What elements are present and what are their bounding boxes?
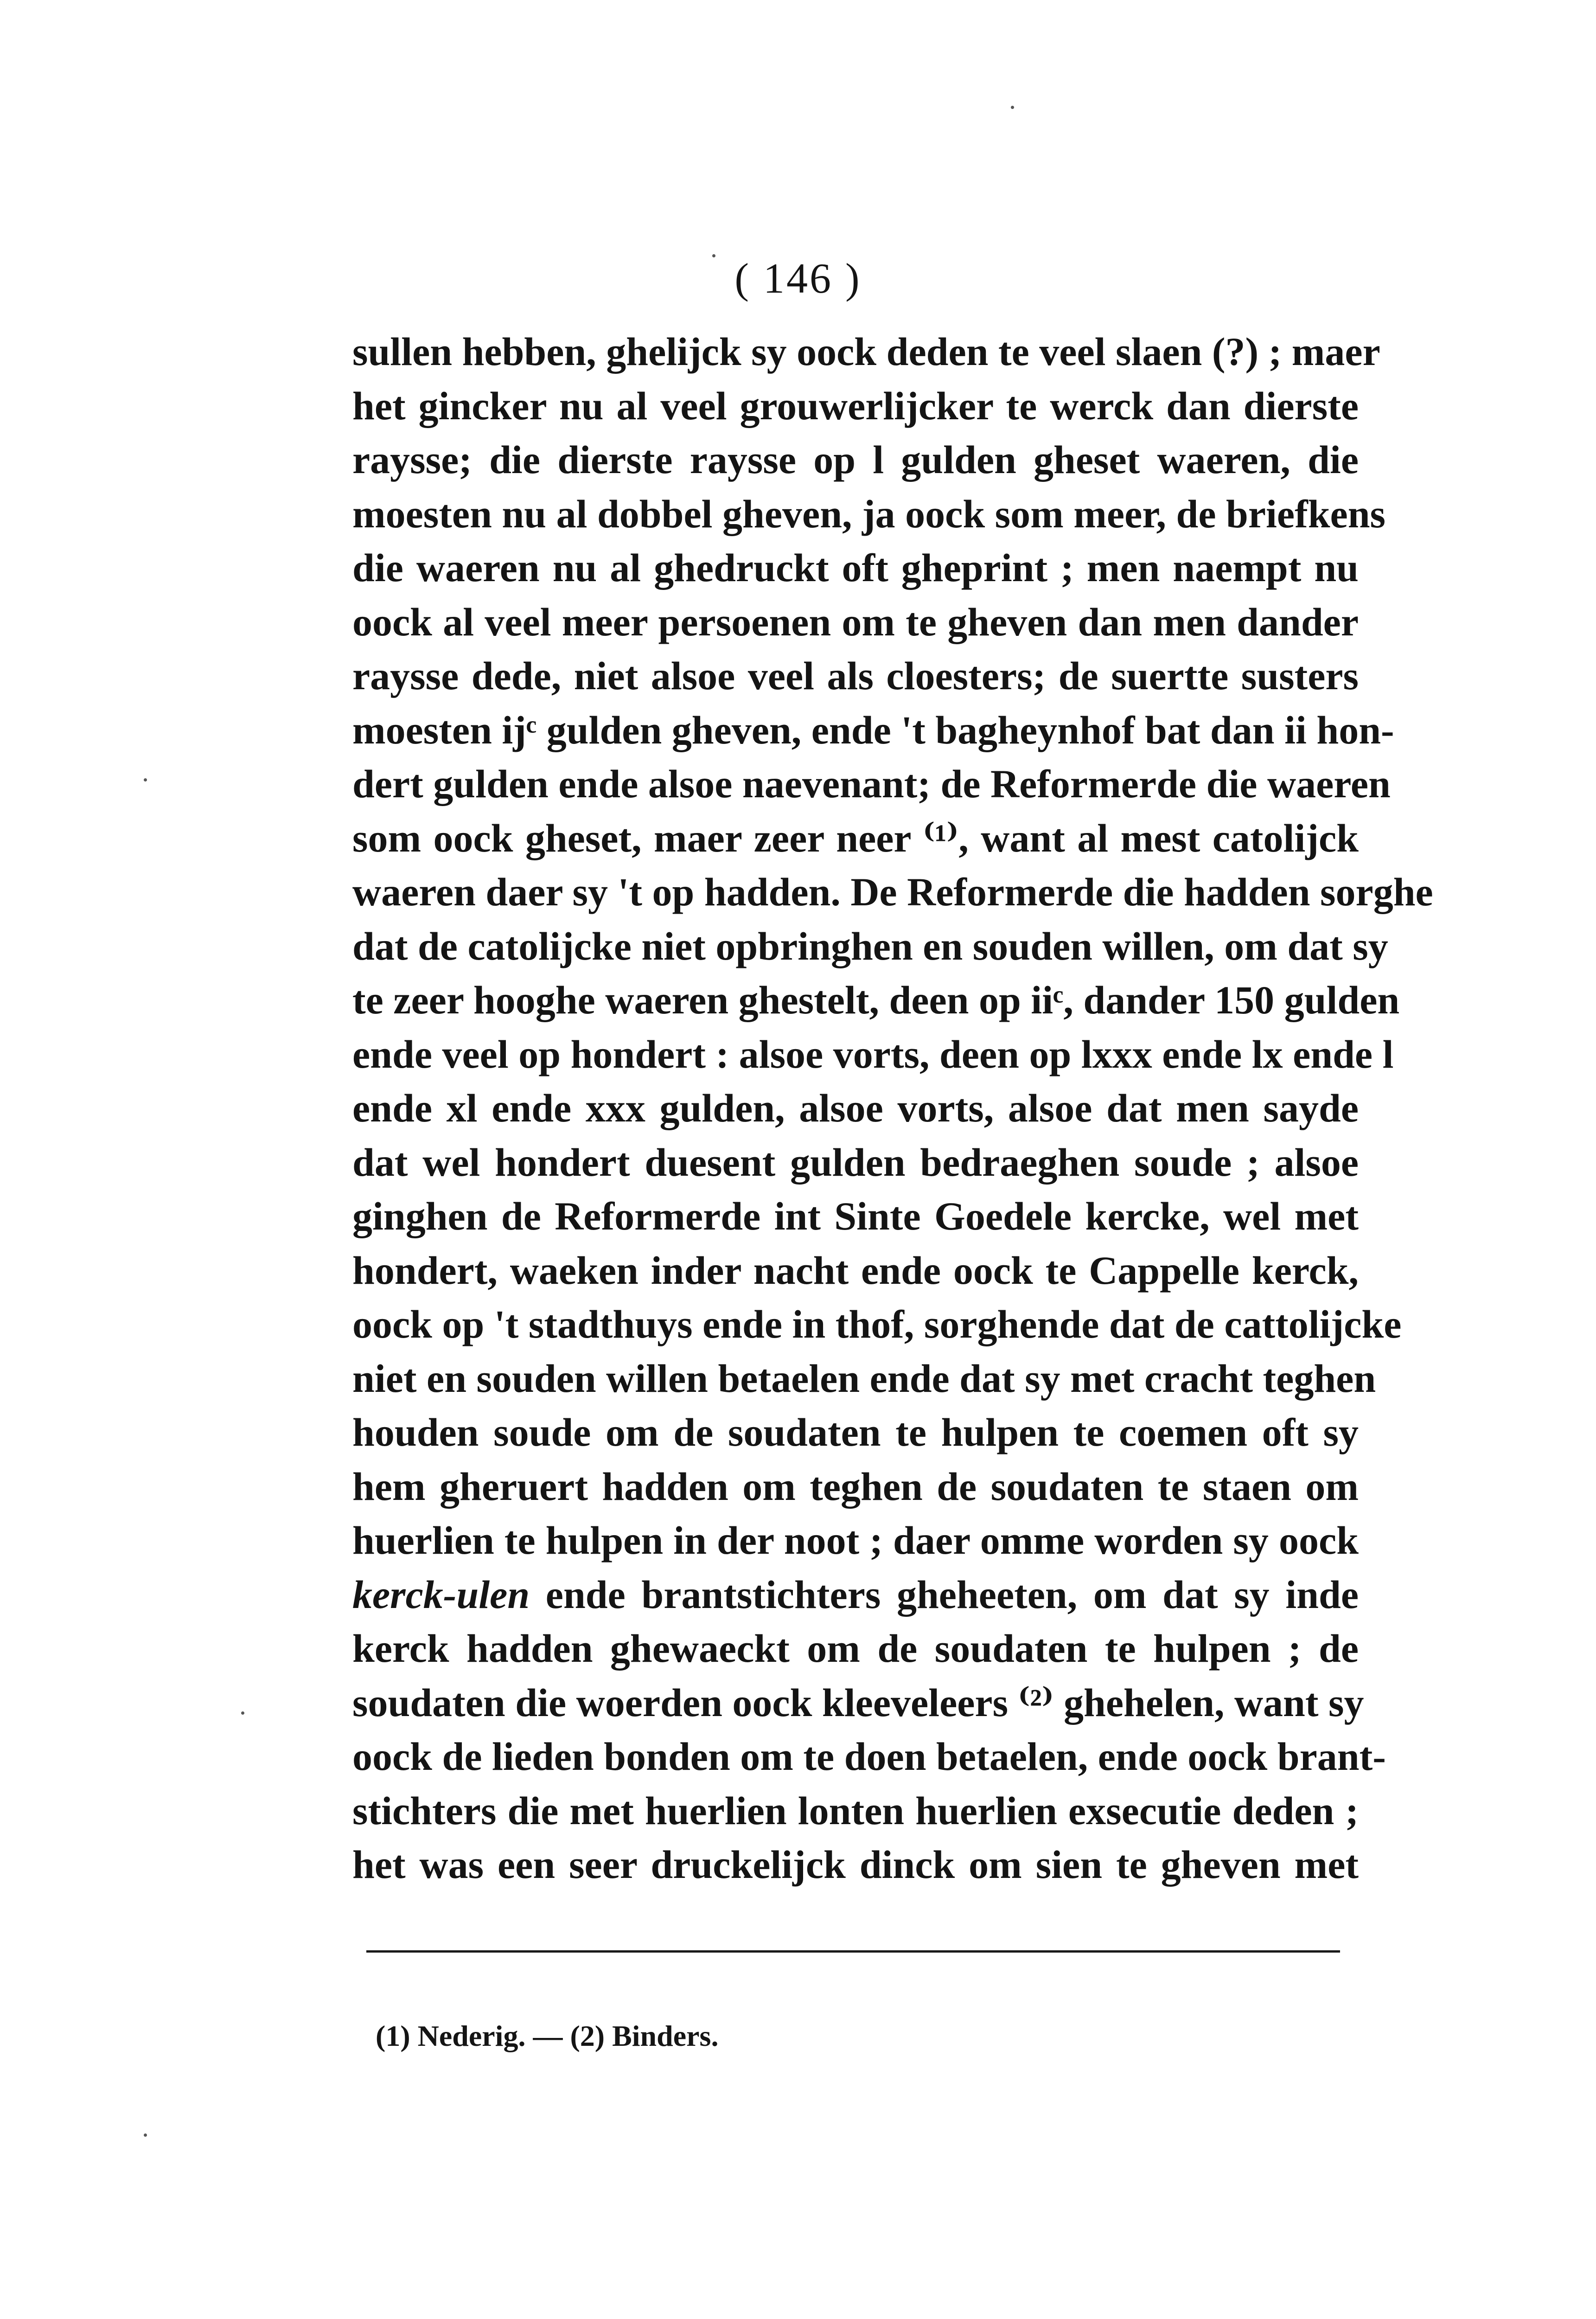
page-number: ( 146 ): [734, 255, 862, 302]
text-line: die waeren nu al ghedruckt oft gheprint ; men naempt nu: [352, 545, 1359, 590]
text-line: raysse dede, niet alsoe veel als cloesters; de suertte susters: [352, 653, 1359, 698]
footnotes: (1) Nederig. — (2) Binders.: [376, 2019, 719, 2052]
text-line-remainder: ende brantstichters gheheeten, om dat sy inde: [545, 1572, 1359, 1617]
text-line: te zeer hooghe waeren ghestelt, deen op iiᶜ, dander 150 gulden: [352, 978, 1400, 1022]
text-line: hondert, waeken inder nacht ende oock te Cappelle kerck,: [352, 1248, 1359, 1293]
text-line: raysse; die dierste raysse op l gulden gheset waeren, die: [352, 437, 1359, 482]
body-text: [352, 325, 1433, 1892]
paper-speck: [1011, 106, 1014, 109]
text-line: moesten ijᶜ gulden gheven, ende 't bagheynhof bat dan ii hon-: [352, 707, 1394, 752]
text-line: hem gheruert hadden om teghen de soudaten te staen om: [352, 1464, 1359, 1509]
text-line: oock op 't stadthuys ende in thof, sorghende dat de cattolijcke: [352, 1302, 1402, 1346]
text-line: oock de lieden bonden om te doen betaelen, ende oock brant-: [352, 1734, 1386, 1779]
text-line: moesten nu al dobbel gheven, ja oock som meer, de briefkens: [352, 491, 1386, 536]
text-line: soudaten die woerden oock kleeveleers ⁽²⁾ ghehelen, want sy: [352, 1680, 1364, 1725]
text-line: niet en souden willen betaelen ende dat sy met cracht teghen: [352, 1356, 1376, 1401]
paper-speck: [712, 254, 715, 257]
paper-speck: [144, 778, 147, 782]
text-line: oock al veel meer persoenen om te gheven dan men dander: [352, 599, 1359, 644]
italic-term: kerck-ulen: [352, 1572, 530, 1617]
text-line: sullen hebben, ghelijck sy oock deden te veel slaen (?) ; maer: [352, 329, 1380, 374]
text-line: stichters die met huerlien lonten huerlien exsecutie deden ;: [352, 1788, 1359, 1833]
text-line-with-italic: [352, 1568, 1359, 1622]
text-line: dat wel hondert duesent gulden bedraeghen soude ; alsoe: [352, 1140, 1359, 1185]
text-line: ende xl ende xxx gulden, alsoe vorts, alsoe dat men sayde: [352, 1086, 1359, 1130]
text-line: het gincker nu al veel grouwerlijcker te werck dan dierste: [352, 383, 1359, 428]
paper-speck: [241, 1711, 244, 1715]
text-line: dert gulden ende alsoe naevenant; de Reformerde die waeren: [352, 762, 1391, 806]
text-line: huerlien te hulpen in der noot ; daer omme worden sy oock: [352, 1518, 1359, 1563]
footnote-divider: [366, 1950, 1340, 1953]
text-line: ginghen de Reformerde int Sinte Goedele kercke, wel met: [352, 1194, 1359, 1238]
paper-speck: [144, 2133, 147, 2137]
text-line: waeren daer sy 't op hadden. De Reformerde die hadden sorghe: [352, 870, 1433, 914]
text-line: het was een seer druckelijck dinck om sien te gheven met: [352, 1842, 1359, 1887]
text-line: dat de catolijcke niet opbringhen en souden willen, om dat sy: [352, 923, 1388, 968]
text-line: kerck hadden ghewaeckt om de soudaten te hulpen ; de: [352, 1626, 1359, 1671]
text-line: houden soude om de soudaten te hulpen te coemen oft sy: [352, 1410, 1359, 1454]
text-line: som oock gheset, maer zeer neer ⁽¹⁾, want al mest catolijck: [352, 815, 1359, 860]
text-line: ende veel op hondert : alsoe vorts, deen op lxxx ende lx ende l: [352, 1031, 1394, 1076]
